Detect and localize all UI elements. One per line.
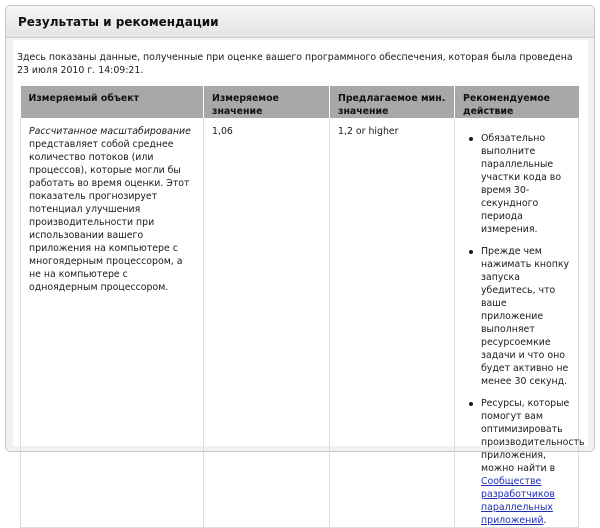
recommendation-suffix: .	[543, 515, 547, 526]
bullet-icon	[469, 250, 473, 254]
results-panel	[5, 5, 595, 526]
header-measured-value: Измеряемое значение	[204, 86, 330, 118]
panel-title: Результаты и рекомендации	[18, 15, 219, 29]
header-suggested-min: Предлагаемое мин. значение	[330, 86, 455, 118]
table-row	[21, 118, 579, 528]
panel-header	[6, 6, 594, 38]
recommendation-text: Прежде чем нажимать кнопку запуска убедитесь, что ваше приложение выполняет ресурсоемкие задачи и что оно будет активно не менее 30 секунд.	[481, 246, 570, 387]
header-measured-object: Измеряемый объект	[21, 86, 204, 118]
list-item	[481, 132, 570, 236]
cell-recommended-action	[455, 118, 585, 528]
panel-content	[13, 40, 588, 526]
object-term: Рассчитанное масштабирование	[29, 126, 191, 137]
object-description: представляет собой среднее количество потоков (или процессов), которые могли бы работать во время оценки. Этот показатель прогнозирует потенциал улучшения производительности при использовании вашего приложения на компьютере с многоядерным процессором, а не на компьютере с одноядерным процессором.	[29, 139, 190, 293]
recommendation-text: Ресурсы, которые помогут вам оптимизировать производительность приложения, можно найти в	[481, 398, 585, 474]
table-header-row	[21, 86, 579, 118]
results-table	[20, 86, 585, 528]
bullet-icon	[469, 402, 473, 406]
list-item	[481, 245, 570, 388]
recommendation-text: Обязательно выполните параллельные участки кода во время 30-секундного периода измерения.	[481, 133, 562, 235]
cell-suggested-min: 1,2 or higher	[330, 118, 455, 528]
bullet-icon	[469, 137, 473, 141]
recommendation-list	[463, 132, 585, 527]
cell-measured-object	[21, 118, 204, 528]
cell-measured-value: 1,06	[204, 118, 330, 528]
intro-text: Здесь показаны данные, полученные при оценке вашего программного обеспечения, которая была проведена 23 июля 2010 г. 14:09:21.	[17, 52, 573, 76]
header-recommended-action: Рекомендуемое действие	[455, 86, 579, 118]
developer-community-link[interactable]: Сообществе разработчиков параллельных приложений	[481, 476, 555, 526]
list-item	[481, 397, 585, 527]
